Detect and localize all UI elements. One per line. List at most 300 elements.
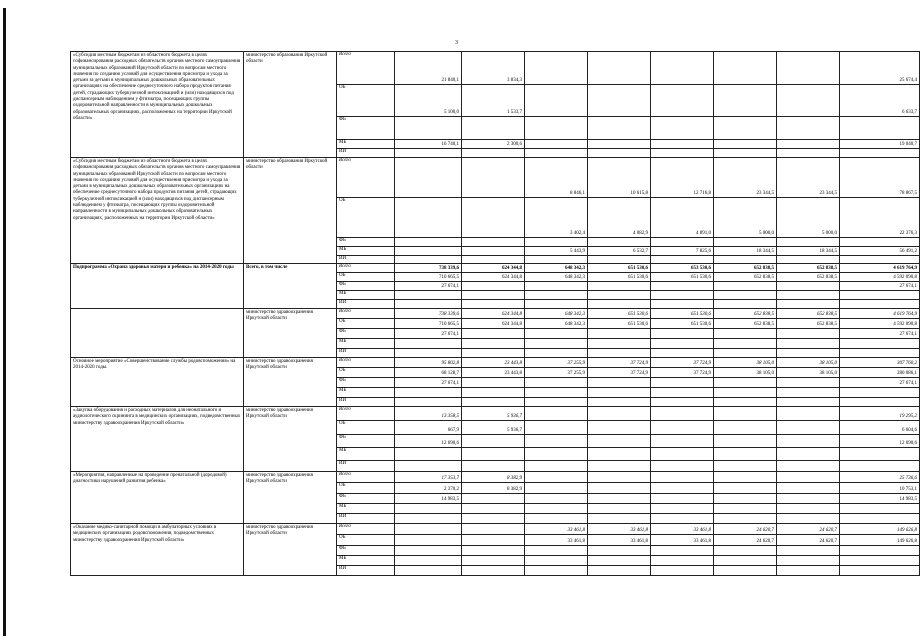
funding-source: ИИ: [337, 514, 395, 524]
value-cell: 652 838,5: [777, 319, 840, 329]
value-cell: [588, 566, 651, 576]
executor-cell: министерство здравоохранения Иркутской области: [244, 358, 337, 407]
total-cell: [840, 546, 920, 556]
total-cell: [840, 339, 920, 349]
value-cell: [777, 435, 840, 448]
total-cell: [840, 149, 920, 158]
value-cell: 10 615,8: [588, 158, 651, 198]
total-cell: 14 983,5: [840, 494, 920, 504]
table-row: [71, 472, 920, 483]
value-cell: [777, 398, 840, 407]
value-cell: [525, 566, 588, 576]
value-cell: [588, 556, 651, 566]
funding-source: ОБ: [337, 198, 395, 238]
executor-cell: министерство образования Иркутской области: [244, 52, 337, 158]
value-cell: [462, 398, 525, 407]
value-cell: 651 530,6: [651, 273, 714, 282]
value-cell: [777, 349, 840, 358]
funding-source: ИИ: [337, 349, 395, 358]
value-cell: [714, 329, 777, 339]
value-cell: 648 342,3: [525, 273, 588, 282]
funding-source: МБ: [337, 556, 395, 566]
value-cell: 2 370,2: [395, 483, 462, 494]
value-cell: [588, 117, 651, 140]
value-cell: [714, 398, 777, 407]
measure-description: «Закупка оборудования и расходных материалов для неонатального и аудиологического скрининга в медицинских организациях, подведомственных министерству здравоохранения Иркутской области»: [71, 407, 244, 472]
table-row: [71, 158, 920, 198]
value-cell: [588, 421, 651, 435]
table-row: [71, 524, 920, 535]
total-cell: 12 690,6: [840, 435, 920, 448]
value-cell: [395, 158, 462, 198]
value-cell: 33 461,8: [651, 524, 714, 535]
value-cell: [395, 198, 462, 238]
total-cell: [840, 514, 920, 524]
value-cell: 37 724,9: [651, 358, 714, 368]
value-cell: [395, 398, 462, 407]
value-cell: [525, 140, 588, 149]
value-cell: 27 674,1: [395, 282, 462, 291]
value-cell: [651, 494, 714, 504]
funding-source: ОБ: [337, 368, 395, 378]
funding-source: МБ: [337, 388, 395, 398]
value-cell: [588, 435, 651, 448]
value-cell: [777, 140, 840, 149]
value-cell: 24 620,7: [714, 535, 777, 546]
value-cell: 33 461,8: [651, 535, 714, 546]
value-cell: [588, 398, 651, 407]
value-cell: [525, 339, 588, 349]
value-cell: [525, 85, 588, 117]
value-cell: [525, 398, 588, 407]
value-cell: 652 838,5: [714, 309, 777, 319]
value-cell: 38 105,0: [777, 358, 840, 368]
value-cell: 738 339,6: [395, 264, 462, 273]
funding-source: ОБ: [337, 421, 395, 435]
value-cell: [525, 556, 588, 566]
value-cell: [525, 300, 588, 309]
value-cell: [651, 117, 714, 140]
value-cell: [714, 483, 777, 494]
total-cell: 4 592 090,8: [840, 273, 920, 282]
funding-source: ОБ: [337, 273, 395, 282]
value-cell: [588, 140, 651, 149]
value-cell: 651 530,6: [651, 319, 714, 329]
value-cell: [651, 421, 714, 435]
value-cell: 651 530,6: [588, 309, 651, 319]
value-cell: 38 105,0: [714, 358, 777, 368]
value-cell: [714, 140, 777, 149]
value-cell: [395, 388, 462, 398]
total-cell: 27 674,1: [840, 329, 920, 339]
value-cell: [462, 504, 525, 514]
measure-description: «Оказание медико-санитарной помощи в амбулаторных условиях в медицинских организациях родовспоможения, подведомственных министерству здравоохранения Иркутской области»: [71, 524, 244, 576]
total-cell: 25 674,4: [840, 52, 920, 85]
value-cell: [525, 483, 588, 494]
value-cell: [777, 52, 840, 85]
value-cell: [777, 546, 840, 556]
value-cell: 95 802,8: [395, 358, 462, 368]
funding-source: ФБ: [337, 546, 395, 556]
value-cell: 651 530,6: [588, 273, 651, 282]
value-cell: [525, 504, 588, 514]
total-cell: [840, 448, 920, 461]
total-cell: [840, 388, 920, 398]
value-cell: [588, 339, 651, 349]
value-cell: [777, 461, 840, 472]
value-cell: 624 344,8: [462, 319, 525, 329]
value-cell: [651, 407, 714, 421]
value-cell: [777, 421, 840, 435]
value-cell: [651, 52, 714, 85]
value-cell: 738 339,6: [395, 309, 462, 319]
value-cell: [777, 448, 840, 461]
value-cell: [462, 329, 525, 339]
value-cell: [395, 504, 462, 514]
total-cell: 307 760,2: [840, 358, 920, 368]
total-cell: [840, 117, 920, 140]
value-cell: [777, 378, 840, 388]
value-cell: [395, 238, 462, 247]
value-cell: [462, 291, 525, 300]
funding-source: ОБ: [337, 483, 395, 494]
value-cell: 33 461,8: [525, 535, 588, 546]
value-cell: [651, 256, 714, 264]
value-cell: [462, 256, 525, 264]
funding-source: Всего: [337, 358, 395, 368]
value-cell: [714, 494, 777, 504]
table-row: [71, 407, 920, 421]
total-cell: [840, 256, 920, 264]
value-cell: [651, 546, 714, 556]
total-cell: 280 086,1: [840, 368, 920, 378]
total-cell: [840, 238, 920, 247]
value-cell: [462, 535, 525, 546]
value-cell: [777, 407, 840, 421]
value-cell: [462, 448, 525, 461]
executor-cell: Всего, в том числе: [244, 264, 337, 309]
value-cell: [651, 282, 714, 291]
total-cell: 22 376,3: [840, 198, 920, 238]
funding-source: Всего: [337, 52, 395, 85]
value-cell: [525, 494, 588, 504]
value-cell: [525, 407, 588, 421]
funding-source: ИИ: [337, 300, 395, 309]
value-cell: [395, 256, 462, 264]
total-cell: 149 626,8: [840, 535, 920, 546]
funding-source: ФБ: [337, 329, 395, 339]
value-cell: [462, 247, 525, 256]
total-cell: 149 626,8: [840, 524, 920, 535]
value-cell: 38 105,0: [714, 368, 777, 378]
value-cell: 12 716,8: [651, 158, 714, 198]
value-cell: 651 530,6: [588, 264, 651, 273]
value-cell: [651, 504, 714, 514]
value-cell: [462, 349, 525, 358]
value-cell: [651, 85, 714, 117]
value-cell: [462, 378, 525, 388]
value-cell: [395, 448, 462, 461]
value-cell: 651 530,6: [651, 309, 714, 319]
value-cell: 4 891,0: [651, 198, 714, 238]
value-cell: 648 342,3: [525, 264, 588, 273]
value-cell: [777, 238, 840, 247]
measure-description: «Субсидия местным бюджетам из областного бюджета в целях софинансирования расходных обязательств органов местного самоуправления муниципальных образований Иркутской области по вопросам местного значения по созданию условий для осуществления присмотра и ухода за детьми за детьми в муниципальных дошкольных образовательных организациях на обеспечение среднесуточного набора продуктов питания детей, страдающих туберкулезной интоксикацией и (или) находящихся под диспансерным наблюдением у фтизиатра, посещающих группы оздоровительной направленности в муниципальных дошкольных образовательных организациях, расположенных на территории Иркутской области»: [71, 52, 244, 158]
value-cell: [462, 158, 525, 198]
value-cell: [714, 514, 777, 524]
value-cell: [588, 256, 651, 264]
value-cell: 37 724,9: [588, 358, 651, 368]
value-cell: 8 382,9: [462, 472, 525, 483]
value-cell: [395, 339, 462, 349]
funding-source: ИИ: [337, 149, 395, 158]
value-cell: 651 530,6: [588, 319, 651, 329]
funding-source: ФБ: [337, 435, 395, 448]
funding-source: ИИ: [337, 398, 395, 407]
value-cell: [395, 514, 462, 524]
value-cell: [588, 282, 651, 291]
value-cell: 38 105,0: [777, 368, 840, 378]
value-cell: 12 690,6: [395, 435, 462, 448]
value-cell: [588, 85, 651, 117]
executor-cell: министерство образования Иркутской области: [244, 158, 337, 264]
value-cell: [525, 546, 588, 556]
table-row: [71, 52, 920, 85]
value-cell: [462, 238, 525, 247]
funding-source: Всего: [337, 524, 395, 535]
value-cell: [395, 566, 462, 576]
value-cell: [651, 149, 714, 158]
value-cell: 710 665,5: [395, 273, 462, 282]
total-cell: 27 674,1: [840, 378, 920, 388]
value-cell: 68 128,7: [395, 368, 462, 378]
value-cell: 5 443,9: [525, 247, 588, 256]
value-cell: 5 936,7: [462, 421, 525, 435]
executor-cell: министерство здравоохранения Иркутской области: [244, 472, 337, 524]
value-cell: [395, 535, 462, 546]
funding-source: ОБ: [337, 319, 395, 329]
value-cell: 624 344,8: [462, 309, 525, 319]
measure-description: Основное мероприятие «Совершенствование службы родовспоможения» на 2014-2020 годы.: [71, 358, 244, 407]
total-cell: [840, 398, 920, 407]
value-cell: [714, 388, 777, 398]
value-cell: [462, 435, 525, 448]
value-cell: [588, 407, 651, 421]
value-cell: [588, 238, 651, 247]
value-cell: 37 724,9: [651, 368, 714, 378]
value-cell: [651, 349, 714, 358]
value-cell: 8 382,9: [462, 483, 525, 494]
value-cell: [777, 514, 840, 524]
executor-cell: министерство здравоохранения Иркутской области: [244, 407, 337, 472]
total-cell: 78 867,5: [840, 158, 920, 198]
value-cell: [395, 546, 462, 556]
funding-source: ФБ: [337, 238, 395, 247]
total-cell: 25 736,6: [840, 472, 920, 483]
value-cell: [525, 472, 588, 483]
value-cell: [714, 461, 777, 472]
value-cell: 5 000,0: [714, 198, 777, 238]
funding-source: Всего: [337, 158, 395, 198]
value-cell: [714, 566, 777, 576]
value-cell: 37 255,9: [525, 368, 588, 378]
value-cell: [525, 514, 588, 524]
measure-description: «Мероприятия, направленные на проведение пренатальной (дородовой) диагностики нарушений развития ребенка»: [71, 472, 244, 524]
funding-source: Всего: [337, 472, 395, 483]
value-cell: [651, 329, 714, 339]
total-cell: 4 592 090,8: [840, 319, 920, 329]
value-cell: [777, 494, 840, 504]
value-cell: [714, 282, 777, 291]
value-cell: [462, 339, 525, 349]
total-cell: 6 633,7: [840, 85, 920, 117]
value-cell: [588, 378, 651, 388]
value-cell: [525, 256, 588, 264]
value-cell: 17 353,7: [395, 472, 462, 483]
value-cell: [714, 149, 777, 158]
value-cell: [588, 300, 651, 309]
value-cell: 6 532,7: [588, 247, 651, 256]
value-cell: 4 082,9: [588, 198, 651, 238]
value-cell: [525, 421, 588, 435]
value-cell: [714, 291, 777, 300]
value-cell: [651, 378, 714, 388]
total-cell: 56 491,2: [840, 247, 920, 256]
total-cell: [840, 566, 920, 576]
total-cell: [840, 349, 920, 358]
value-cell: [588, 461, 651, 472]
value-cell: [525, 291, 588, 300]
funding-source: ФБ: [337, 282, 395, 291]
table-row: [71, 264, 920, 273]
value-cell: 648 342,3: [525, 309, 588, 319]
measure-description: Подпрограмма «Охрана здоровья матери и ребенка» на 2014-2020 годы: [71, 264, 244, 309]
value-cell: [525, 349, 588, 358]
value-cell: 653 530,6: [651, 264, 714, 273]
value-cell: 7 825,6: [651, 247, 714, 256]
value-cell: [588, 291, 651, 300]
value-cell: 33 461,8: [588, 524, 651, 535]
funding-source: ИИ: [337, 461, 395, 472]
value-cell: [777, 329, 840, 339]
value-cell: [395, 300, 462, 309]
value-cell: [588, 349, 651, 358]
funding-source: ОБ: [337, 535, 395, 546]
funding-source: МБ: [337, 291, 395, 300]
funding-source: МБ: [337, 140, 395, 149]
funding-source: Всего: [337, 407, 395, 421]
value-cell: [714, 52, 777, 85]
value-cell: [588, 546, 651, 556]
value-cell: 652 838,5: [777, 309, 840, 319]
value-cell: [462, 566, 525, 576]
value-cell: [525, 378, 588, 388]
value-cell: 652 838,5: [714, 319, 777, 329]
value-cell: [462, 546, 525, 556]
value-cell: [525, 329, 588, 339]
value-cell: 1 533,7: [462, 85, 525, 117]
total-cell: [840, 504, 920, 514]
value-cell: 710 665,5: [395, 319, 462, 329]
value-cell: [714, 407, 777, 421]
funding-source: ФБ: [337, 378, 395, 388]
value-cell: [714, 349, 777, 358]
value-cell: 18 344,5: [714, 247, 777, 256]
value-cell: [714, 435, 777, 448]
value-cell: [395, 524, 462, 535]
total-cell: 27 674,1: [840, 282, 920, 291]
value-cell: [462, 461, 525, 472]
value-cell: [462, 198, 525, 238]
value-cell: [777, 282, 840, 291]
value-cell: 37 724,9: [588, 368, 651, 378]
value-cell: [651, 388, 714, 398]
value-cell: 23 443,8: [462, 368, 525, 378]
value-cell: [462, 149, 525, 158]
value-cell: [651, 339, 714, 349]
value-cell: [462, 300, 525, 309]
value-cell: [714, 448, 777, 461]
value-cell: [777, 472, 840, 483]
value-cell: [588, 483, 651, 494]
value-cell: 33 461,8: [588, 535, 651, 546]
value-cell: [395, 247, 462, 256]
value-cell: 13 358,5: [395, 407, 462, 421]
value-cell: [525, 149, 588, 158]
funding-source: МБ: [337, 448, 395, 461]
funding-source: МБ: [337, 504, 395, 514]
value-cell: 24 620,7: [714, 524, 777, 535]
value-cell: [714, 339, 777, 349]
value-cell: 3 834,3: [462, 52, 525, 85]
value-cell: [525, 238, 588, 247]
value-cell: [714, 504, 777, 514]
total-cell: 19 040,7: [840, 140, 920, 149]
value-cell: [462, 494, 525, 504]
value-cell: 16 740,1: [395, 140, 462, 149]
value-cell: 5 000,0: [777, 198, 840, 238]
value-cell: [714, 117, 777, 140]
value-cell: [651, 238, 714, 247]
funding-source: Всего: [337, 309, 395, 319]
measure-description: «Субсидия местным бюджетам из областного бюджета в целях софинансирования расходных обязательств органов местного самоуправления муниципальных образований Иркутской области по вопросам местного значения по созданию условий для осуществления присмотра и ухода за детьми в муниципальных дошкольных образовательных организациях на обеспечение среднесуточного набора продуктов питания детей, страдающих туберкулезной интоксикацией и (или) находящихся под диспансерным наблюдением у фтизиатра, посещающих группы оздоровительной направленности в муниципальных дошкольных образовательных организациях, расположенных на территории Иркутской области»: [71, 158, 244, 264]
value-cell: [651, 291, 714, 300]
total-cell: 19 295,2: [840, 407, 920, 421]
value-cell: [777, 256, 840, 264]
program-financing-table: [70, 51, 920, 576]
value-cell: [588, 494, 651, 504]
value-cell: [395, 291, 462, 300]
value-cell: 14 983,5: [395, 494, 462, 504]
value-cell: [588, 52, 651, 85]
table-row: [71, 358, 920, 368]
value-cell: [777, 291, 840, 300]
value-cell: 33 461,8: [525, 524, 588, 535]
value-cell: 2 300,6: [462, 140, 525, 149]
value-cell: [777, 300, 840, 309]
value-cell: [777, 483, 840, 494]
value-cell: [588, 504, 651, 514]
value-cell: [651, 472, 714, 483]
value-cell: [525, 448, 588, 461]
value-cell: [462, 388, 525, 398]
value-cell: 3 402,4: [525, 198, 588, 238]
value-cell: [714, 300, 777, 309]
value-cell: 5 100,0: [395, 85, 462, 117]
value-cell: [395, 149, 462, 158]
value-cell: [588, 448, 651, 461]
value-cell: [525, 117, 588, 140]
